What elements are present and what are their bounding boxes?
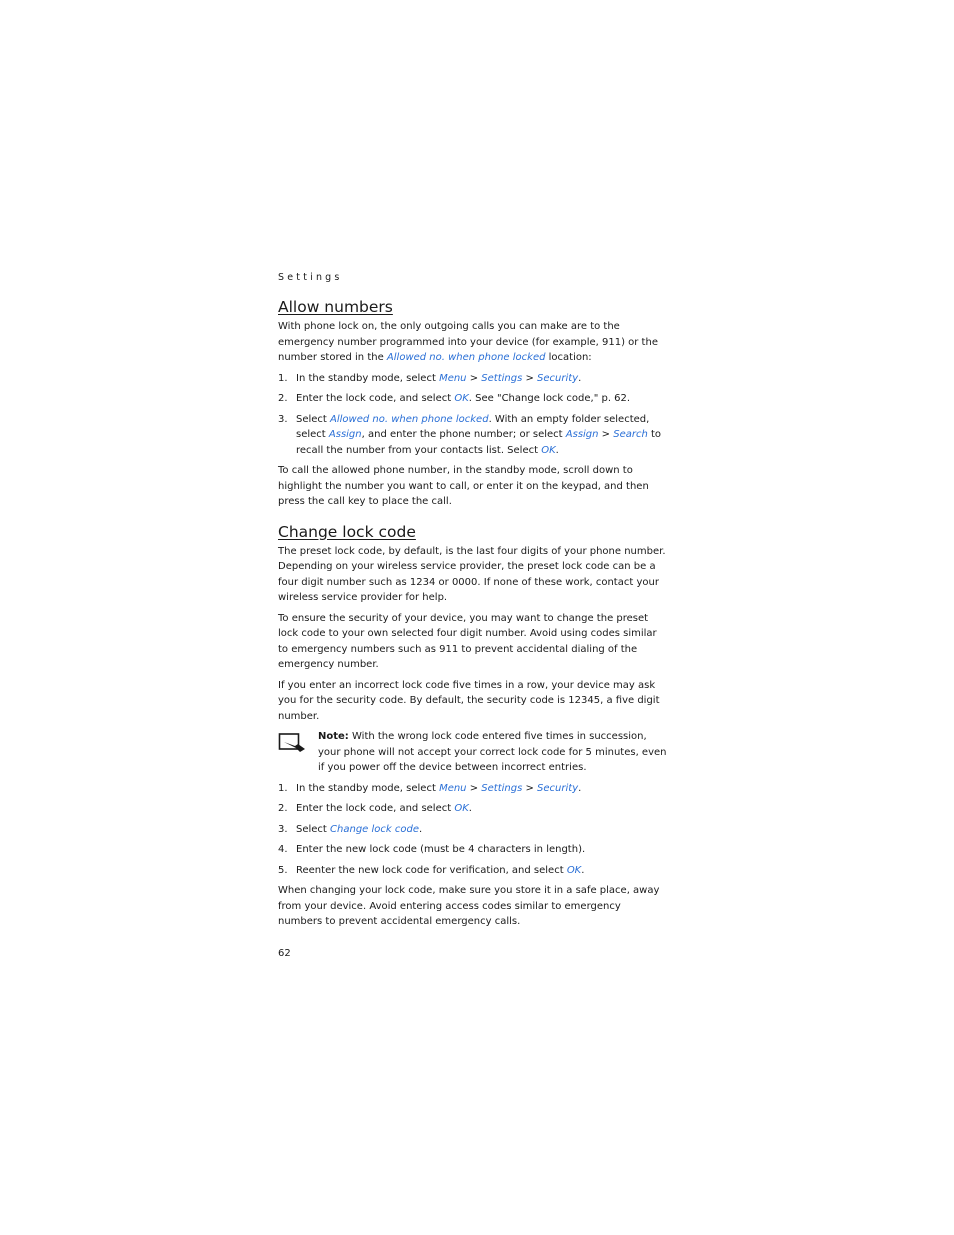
running-head: Settings: [278, 272, 343, 283]
document-page: [278, 272, 668, 935]
allow-outro: To call the allowed phone number, in the standby mode, scroll down to highlight the number you want to call, or enter it on the keypad, and then press the call key to place the call.: [278, 465, 649, 507]
change-step-3: 3. Select Change lock code.: [278, 823, 423, 835]
allow-step-1: 1. In the standby mode, select Menu > Settings > Security.: [278, 372, 582, 384]
change-para-2: To ensure the security of your device, you may want to change the preset lock code to your own selected four digit number. Avoid using codes similar to emergency numbers such as 911 to prevent accidental dialing of the emergency number.: [278, 612, 657, 670]
heading-allow-numbers: Allow numbers: [278, 298, 393, 316]
change-step-2: 2. Enter the lock code, and select OK.: [278, 803, 472, 814]
allow-step-3: 3. Select Allowed no. when phone locked. With an empty folder selected, select Assign, and enter the phone number; or select Assign > Search to recall the number from your contacts list. Select OK.: [278, 413, 662, 456]
allow-steps: [278, 371, 668, 459]
change-step-1: 1. In the standby mode, select Menu > Settings > Security.: [278, 782, 582, 794]
heading-change-lock-code: Change lock code: [278, 522, 416, 541]
change-para-3: If you enter an incorrect lock code five times in a row, your device may ask you for the security code. By default, the security code is 12345, a five digit number.: [278, 679, 660, 722]
ui-allowed-no: Allowed no. when phone locked: [386, 352, 546, 363]
change-step-5: 5. Reenter the new lock code for verification, and select OK.: [278, 864, 585, 876]
note-text: Note: With the wrong lock code entered five times in succession, your phone will not accept your correct lock code for 5 minutes, even if you power off the device between incorrect entries.: [318, 731, 667, 773]
note-block: [278, 729, 668, 776]
change-steps: [278, 781, 668, 879]
note-icon: [278, 729, 318, 776]
allow-step-2: 2. Enter the lock code, and select OK. See "Change lock code," p. 62.: [278, 393, 631, 404]
page-number: 62: [278, 948, 291, 959]
change-step-4: 4. Enter the new lock code (must be 4 characters in length).: [278, 844, 586, 855]
change-para-1: The preset lock code, by default, is the last four digits of your phone number. Depending on your wireless service provider, the preset lock code can be a four digit number such as 1234 or 0000. If none of these work, contact your wireless service provider for help.: [278, 545, 666, 603]
section-allow-numbers: [278, 298, 668, 510]
section-change-lock-code: [278, 523, 668, 930]
change-outro: When changing your lock code, make sure you store it in a safe place, away from your device. Avoid entering access codes similar to emergency numbers to prevent accidental emergency calls.: [278, 885, 660, 927]
allow-intro: With phone lock on, the only outgoing calls you can make are to the emergency number programmed into your device (for example, 911) or the number stored in the Allowed no. when phone locked location:: [278, 321, 658, 363]
